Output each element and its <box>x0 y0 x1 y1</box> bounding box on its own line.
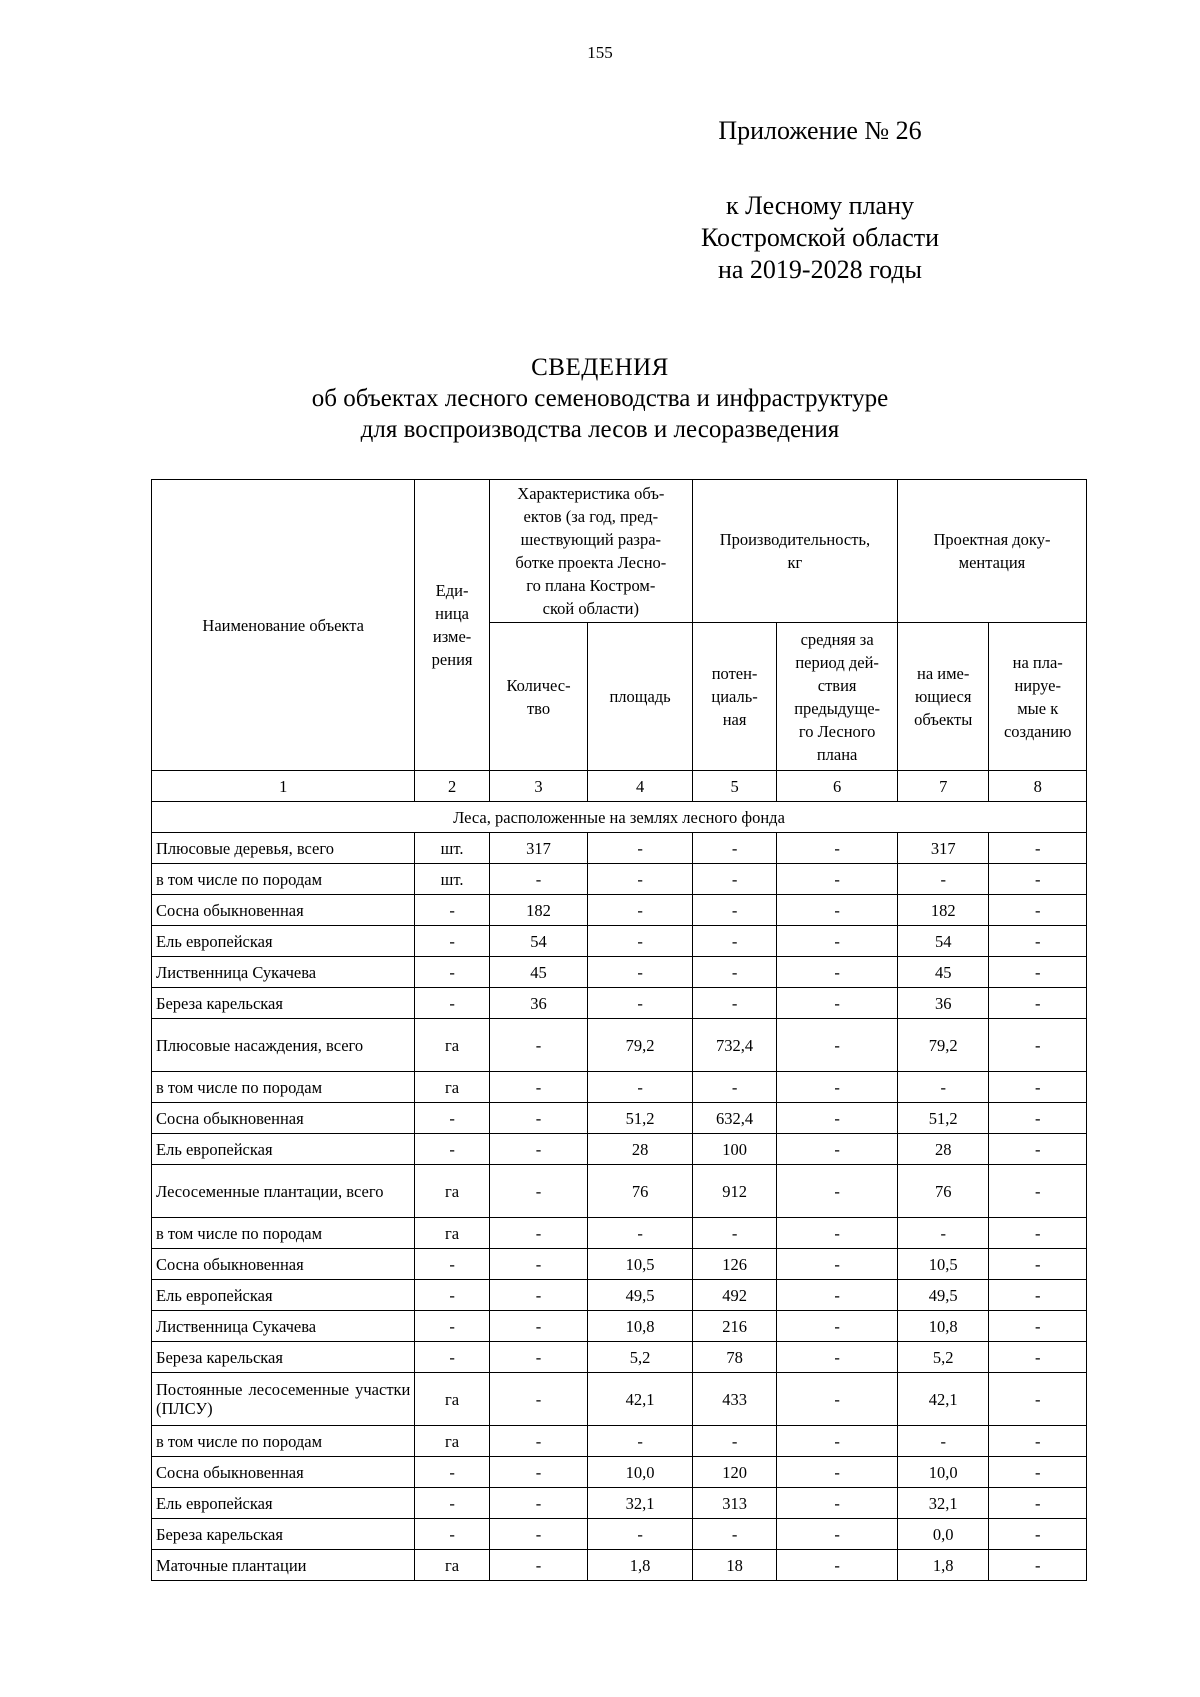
row-value-cell: - <box>415 1311 489 1342</box>
row-value-cell: 51,2 <box>897 1103 988 1134</box>
column-number: 5 <box>692 771 776 802</box>
row-object-name: Сосна обыкновенная <box>152 1103 415 1134</box>
row-value-cell: - <box>989 1249 1087 1280</box>
row-object-name: Лиственница Сукачева <box>152 957 415 988</box>
header-potential <box>692 623 776 771</box>
table-row <box>152 1019 1087 1072</box>
header-project-docs <box>897 480 1086 623</box>
row-value-cell: 10,5 <box>588 1249 693 1280</box>
row-value-cell: - <box>989 1218 1087 1249</box>
row-value-cell: га <box>415 1373 489 1426</box>
row-value-cell: - <box>588 1426 693 1457</box>
appendix-reference-line: Костромской области <box>700 223 940 252</box>
row-value-cell: - <box>489 1072 588 1103</box>
row-value-cell: - <box>588 895 693 926</box>
row-value-cell: - <box>692 1426 776 1457</box>
header-unit <box>415 480 489 771</box>
row-value-cell: - <box>588 864 693 895</box>
appendix-reference-line: на 2019-2028 годы <box>717 255 923 284</box>
row-value-cell: - <box>989 1019 1087 1072</box>
row-value-cell: - <box>489 1249 588 1280</box>
row-value-cell: - <box>777 1457 898 1488</box>
row-value-cell: 54 <box>489 926 588 957</box>
row-value-cell: - <box>989 895 1087 926</box>
row-value-cell: - <box>489 1488 588 1519</box>
row-value-cell: 28 <box>897 1134 988 1165</box>
row-object-name: Береза карельская <box>152 988 415 1019</box>
row-value-cell: - <box>489 1457 588 1488</box>
row-value-cell: - <box>777 1426 898 1457</box>
row-object-name: Береза карельская <box>152 1519 415 1550</box>
row-value-cell: - <box>897 1072 988 1103</box>
row-object-name: Сосна обыкновенная <box>152 1457 415 1488</box>
row-value-cell: 76 <box>588 1165 693 1218</box>
row-value-cell: - <box>588 957 693 988</box>
table-row <box>152 1134 1087 1165</box>
row-value-cell: - <box>489 1165 588 1218</box>
table-row <box>152 1103 1087 1134</box>
row-value-cell: - <box>415 1342 489 1373</box>
row-value-cell: - <box>588 833 693 864</box>
row-value-cell: - <box>692 1072 776 1103</box>
column-number-row <box>152 771 1087 802</box>
row-value-cell: - <box>588 926 693 957</box>
header-project-docs-text: Проектная доку- ментация <box>933 530 1051 572</box>
appendix-reference <box>600 190 1040 286</box>
row-value-cell: 182 <box>897 895 988 926</box>
row-value-cell: 36 <box>489 988 588 1019</box>
row-value-cell: - <box>777 1072 898 1103</box>
row-object-name: Плюсовые насаждения, всего <box>152 1019 415 1072</box>
table-row <box>152 1280 1087 1311</box>
row-object-name: Ель европейская <box>152 1280 415 1311</box>
document-title: СВЕДЕНИЯ <box>531 354 669 381</box>
row-value-cell: - <box>989 1426 1087 1457</box>
row-value-cell: - <box>489 1218 588 1249</box>
row-value-cell: 51,2 <box>588 1103 693 1134</box>
row-value-cell: - <box>692 1218 776 1249</box>
row-value-cell: - <box>777 1218 898 1249</box>
row-value-cell: - <box>989 926 1087 957</box>
header-productivity <box>692 480 897 623</box>
table-body <box>152 771 1087 1581</box>
table-row <box>152 926 1087 957</box>
row-value-cell: шт. <box>415 864 489 895</box>
table-row <box>152 895 1087 926</box>
table-row <box>152 1519 1087 1550</box>
row-value-cell: - <box>897 1218 988 1249</box>
row-value-cell: 10,5 <box>897 1249 988 1280</box>
row-value-cell: - <box>489 1311 588 1342</box>
row-value-cell: - <box>777 1280 898 1311</box>
row-value-cell: - <box>777 1019 898 1072</box>
row-value-cell: - <box>777 1165 898 1218</box>
row-value-cell: - <box>989 1103 1087 1134</box>
row-value-cell: 317 <box>489 833 588 864</box>
row-value-cell: - <box>989 1311 1087 1342</box>
row-object-name: в том числе по породам <box>152 864 415 895</box>
row-value-cell: 5,2 <box>897 1342 988 1373</box>
row-value-cell: 49,5 <box>897 1280 988 1311</box>
row-value-cell: - <box>777 1134 898 1165</box>
row-value-cell: - <box>489 1134 588 1165</box>
row-value-cell: - <box>777 833 898 864</box>
row-value-cell: - <box>489 1103 588 1134</box>
row-value-cell: - <box>777 1103 898 1134</box>
row-value-cell: 32,1 <box>588 1488 693 1519</box>
header-average <box>777 623 898 771</box>
row-object-name: в том числе по породам <box>152 1426 415 1457</box>
row-value-cell: 32,1 <box>897 1488 988 1519</box>
header-characteristics-text: Характеристика объ- ектов (за год, пред- шествующий разра- ботке проекта Лесно- го плана Костром- ской области) <box>515 484 667 618</box>
row-value-cell: - <box>989 1488 1087 1519</box>
row-object-name: Ель европейская <box>152 1134 415 1165</box>
header-existing <box>897 623 988 771</box>
row-value-cell: - <box>489 1342 588 1373</box>
row-value-cell: га <box>415 1019 489 1072</box>
row-value-cell: - <box>777 1311 898 1342</box>
row-value-cell: - <box>489 864 588 895</box>
header-quantity <box>489 623 588 771</box>
row-value-cell: 36 <box>897 988 988 1019</box>
table-row <box>152 1373 1087 1426</box>
row-value-cell: - <box>989 1457 1087 1488</box>
row-object-name: Постоянные лесосеменные участки (ПЛСУ) <box>152 1373 415 1426</box>
row-value-cell: - <box>415 926 489 957</box>
row-value-cell: - <box>897 864 988 895</box>
row-value-cell: - <box>989 833 1087 864</box>
row-value-cell: - <box>692 895 776 926</box>
column-number: 6 <box>777 771 898 802</box>
row-value-cell: 79,2 <box>897 1019 988 1072</box>
row-value-cell: 313 <box>692 1488 776 1519</box>
column-number: 8 <box>989 771 1087 802</box>
header-characteristics <box>489 480 692 623</box>
row-value-cell: - <box>692 1519 776 1550</box>
header-area: площадь <box>588 623 693 771</box>
row-value-cell: 10,8 <box>897 1311 988 1342</box>
row-value-cell: 912 <box>692 1165 776 1218</box>
header-existing-text: на име- ющиеся объекты <box>914 664 973 729</box>
table-row <box>152 988 1087 1019</box>
header-quantity-text: Количес- тво <box>506 675 571 718</box>
header-planned-text: на пла- нируе- мые к созданию <box>1003 652 1072 741</box>
row-value-cell: - <box>489 1373 588 1426</box>
header-potential-text: потен- циаль- ная <box>711 664 758 729</box>
row-value-cell: - <box>777 895 898 926</box>
row-value-cell: 49,5 <box>588 1280 693 1311</box>
row-value-cell: - <box>777 1373 898 1426</box>
header-planned <box>989 623 1087 771</box>
row-object-name: в том числе по породам <box>152 1072 415 1103</box>
table-row <box>152 1218 1087 1249</box>
row-value-cell: 317 <box>897 833 988 864</box>
row-value-cell: - <box>489 1550 588 1581</box>
row-object-name: Ель европейская <box>152 926 415 957</box>
row-value-cell: га <box>415 1426 489 1457</box>
row-value-cell: 45 <box>489 957 588 988</box>
header-productivity-text: Производительность, кг <box>719 530 871 572</box>
appendix-reference-line: к Лесному плану <box>725 191 915 220</box>
row-value-cell: - <box>777 988 898 1019</box>
table-row <box>152 957 1087 988</box>
row-value-cell: - <box>415 1249 489 1280</box>
row-value-cell: - <box>777 1519 898 1550</box>
row-object-name: в том числе по породам <box>152 1218 415 1249</box>
seed-objects-table <box>151 479 1087 1581</box>
header-object-name: Наименование объекта <box>152 480 415 771</box>
row-value-cell: 100 <box>692 1134 776 1165</box>
row-value-cell: - <box>415 1457 489 1488</box>
row-value-cell: 42,1 <box>897 1373 988 1426</box>
row-value-cell: - <box>989 1072 1087 1103</box>
row-value-cell: - <box>415 957 489 988</box>
table-row <box>152 864 1087 895</box>
row-value-cell: - <box>588 1519 693 1550</box>
row-value-cell: га <box>415 1072 489 1103</box>
row-value-cell: 10,8 <box>588 1311 693 1342</box>
row-value-cell: - <box>897 1426 988 1457</box>
row-value-cell: шт. <box>415 833 489 864</box>
row-value-cell: 120 <box>692 1457 776 1488</box>
row-value-cell: - <box>415 1103 489 1134</box>
row-value-cell: 5,2 <box>588 1342 693 1373</box>
row-value-cell: 126 <box>692 1249 776 1280</box>
row-object-name: Сосна обыкновенная <box>152 895 415 926</box>
header-unit-text: Еди- ница изме- рения <box>431 581 473 669</box>
row-value-cell: - <box>415 988 489 1019</box>
section-row <box>152 802 1087 833</box>
row-value-cell: - <box>415 1519 489 1550</box>
row-value-cell: - <box>777 1249 898 1280</box>
row-value-cell: - <box>989 1550 1087 1581</box>
row-value-cell: 54 <box>897 926 988 957</box>
row-value-cell: 42,1 <box>588 1373 693 1426</box>
column-number: 4 <box>588 771 693 802</box>
row-object-name: Береза карельская <box>152 1342 415 1373</box>
row-value-cell: га <box>415 1550 489 1581</box>
row-value-cell: 28 <box>588 1134 693 1165</box>
table-row <box>152 1072 1087 1103</box>
row-value-cell: - <box>777 1342 898 1373</box>
row-value-cell: 78 <box>692 1342 776 1373</box>
row-value-cell: 18 <box>692 1550 776 1581</box>
row-value-cell: - <box>588 1072 693 1103</box>
row-value-cell: 632,4 <box>692 1103 776 1134</box>
table-row <box>152 1457 1087 1488</box>
row-value-cell: 1,8 <box>897 1550 988 1581</box>
table-row <box>152 1311 1087 1342</box>
row-value-cell: - <box>989 1134 1087 1165</box>
row-value-cell: - <box>692 988 776 1019</box>
row-value-cell: 492 <box>692 1280 776 1311</box>
row-value-cell: - <box>692 833 776 864</box>
row-value-cell: - <box>777 1550 898 1581</box>
page-number: 155 <box>587 43 613 62</box>
row-value-cell: 45 <box>897 957 988 988</box>
row-value-cell: га <box>415 1165 489 1218</box>
row-value-cell: 10,0 <box>897 1457 988 1488</box>
row-value-cell: - <box>588 1218 693 1249</box>
row-value-cell: 216 <box>692 1311 776 1342</box>
document-subtitle-line: об объектах лесного семеноводства и инфраструктуре <box>311 385 889 412</box>
header-average-text: средняя за период дей- ствия предыдуще- го Лесного плана <box>794 629 881 764</box>
row-value-cell: - <box>777 926 898 957</box>
row-value-cell: га <box>415 1218 489 1249</box>
column-number: 2 <box>415 771 489 802</box>
row-value-cell: - <box>415 1134 489 1165</box>
row-value-cell: 732,4 <box>692 1019 776 1072</box>
row-value-cell: - <box>989 1280 1087 1311</box>
document-title-block <box>0 352 1200 445</box>
row-value-cell: 10,0 <box>588 1457 693 1488</box>
row-value-cell: 79,2 <box>588 1019 693 1072</box>
section-title: Леса, расположенные на землях лесного фонда <box>152 802 1087 833</box>
table-row <box>152 1550 1087 1581</box>
column-number: 7 <box>897 771 988 802</box>
table-row <box>152 1165 1087 1218</box>
row-value-cell: - <box>489 1519 588 1550</box>
row-value-cell: - <box>989 957 1087 988</box>
row-object-name: Плюсовые деревья, всего <box>152 833 415 864</box>
row-value-cell: - <box>489 1019 588 1072</box>
appendix-number: Приложение № 26 <box>718 116 922 145</box>
row-object-name: Маточные плантации <box>152 1550 415 1581</box>
row-object-name: Сосна обыкновенная <box>152 1249 415 1280</box>
column-number: 1 <box>152 771 415 802</box>
row-value-cell: - <box>777 864 898 895</box>
row-value-cell: 1,8 <box>588 1550 693 1581</box>
document-subtitle-line: для воспроизводства лесов и лесоразведения <box>360 416 840 443</box>
row-value-cell: - <box>989 1165 1087 1218</box>
row-object-name: Лиственница Сукачева <box>152 1311 415 1342</box>
column-number: 3 <box>489 771 588 802</box>
row-value-cell: 182 <box>489 895 588 926</box>
row-value-cell: - <box>588 988 693 1019</box>
row-value-cell: - <box>989 1519 1087 1550</box>
table-row <box>152 1488 1087 1519</box>
row-value-cell: - <box>415 1280 489 1311</box>
row-value-cell: - <box>777 957 898 988</box>
row-value-cell: - <box>777 1488 898 1519</box>
row-value-cell: - <box>989 1373 1087 1426</box>
table-row <box>152 1249 1087 1280</box>
table-row <box>152 1426 1087 1457</box>
table-row <box>152 1342 1087 1373</box>
row-object-name: Лесосеменные плантации, всего <box>152 1165 415 1218</box>
row-value-cell: 433 <box>692 1373 776 1426</box>
row-value-cell: - <box>989 988 1087 1019</box>
row-object-name: Ель европейская <box>152 1488 415 1519</box>
table-row <box>152 833 1087 864</box>
row-value-cell: - <box>415 1488 489 1519</box>
row-value-cell: - <box>692 926 776 957</box>
row-value-cell: - <box>989 864 1087 895</box>
row-value-cell: - <box>415 895 489 926</box>
row-value-cell: 0,0 <box>897 1519 988 1550</box>
row-value-cell: - <box>489 1426 588 1457</box>
row-value-cell: - <box>692 957 776 988</box>
row-value-cell: - <box>692 864 776 895</box>
row-value-cell: - <box>989 1342 1087 1373</box>
row-value-cell: - <box>489 1280 588 1311</box>
row-value-cell: 76 <box>897 1165 988 1218</box>
